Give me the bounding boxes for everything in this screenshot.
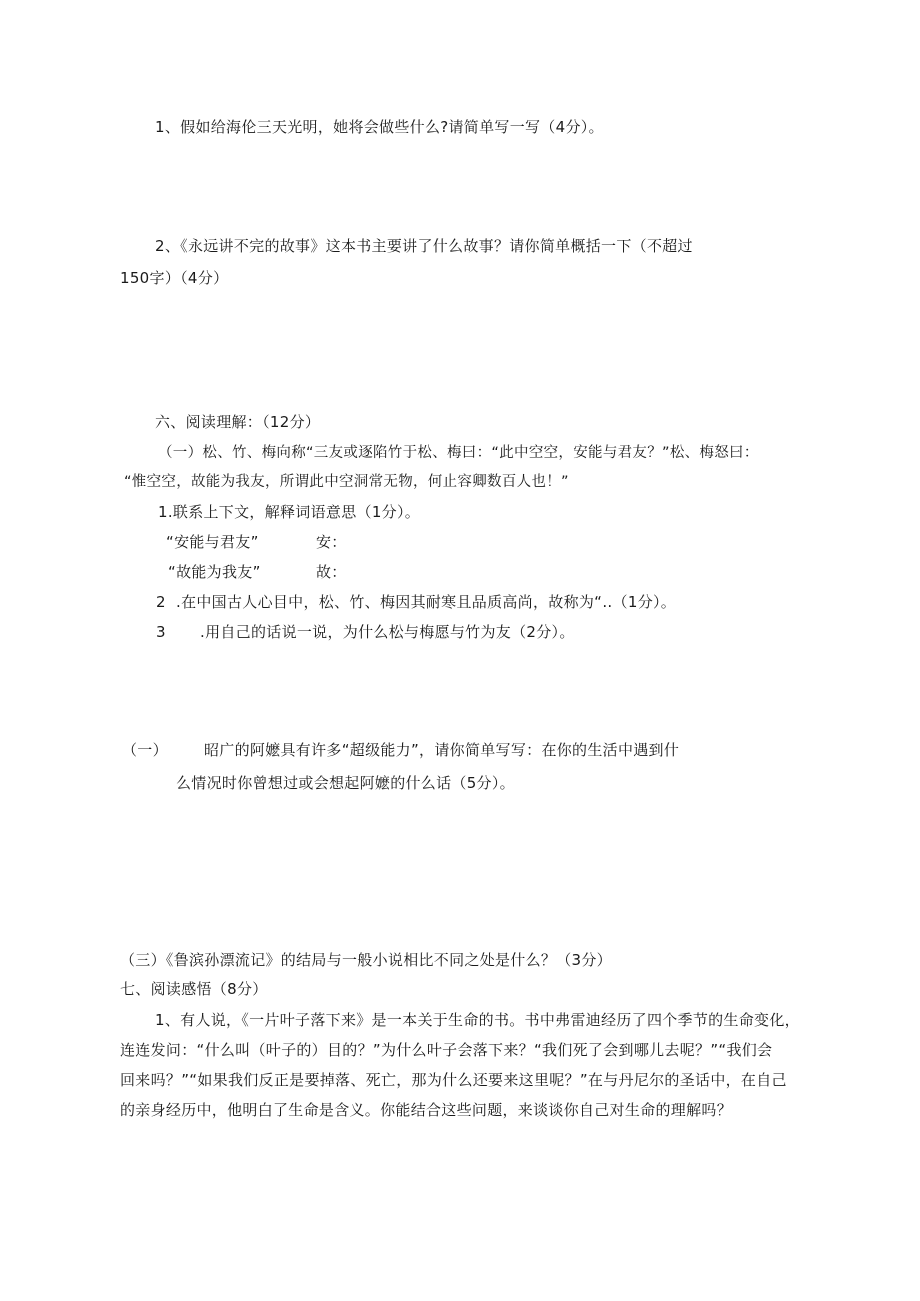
section-6-part-3: （三）《鲁滨孙漂流记》的结局与一般小说相比不同之处是什么？（3分） — [120, 951, 612, 969]
section-7-line-1: 1、有人说，《一片叶子落下来》是一本关于生命的书。书中弗雷迪经历了四个季节的生命变化， — [155, 1011, 800, 1029]
section-6-heading: 六、阅读理解：（12分） — [155, 413, 321, 431]
section-6-passage-line-2: “惟空空，故能为我友，所谓此中空洞常无物，何止容卿数百人也！” — [124, 474, 569, 490]
section-6-passage-line-1: （一）松、竹、梅向称“三友或逐陷竹于松、梅曰：“此中空空，安能与君友？”松、梅怒曰： — [158, 445, 759, 461]
section-6-question-1: 1.联系上下文，解释词语意思（1分）。 — [158, 503, 421, 521]
section-7-line-2: 连连发问：“什么叫（叶子的）目的？”为什么叶子会落下来？“我们死了会到哪儿去呢？”“我们会 — [120, 1041, 773, 1059]
question-1: 1、假如给海伦三天光明，她将会做些什么?请简单写一写（4分）。 — [155, 118, 604, 136]
section-6-part-2-label: （一） — [122, 741, 168, 759]
question-2-line-1: 2、《永远讲不完的故事》这本书主要讲了什么故事？请你简单概括一下（不超过 — [155, 237, 693, 255]
question-2-line-2: 150字）（4分） — [120, 269, 229, 287]
section-7-heading: 七、阅读感悟（8分） — [120, 980, 268, 998]
section-7-line-4: 的亲身经历中，他明白了生命是含义。你能结合这些问题，来谈谈你自己对生命的理解吗？ — [120, 1101, 733, 1119]
q1-item-1-word: 安： — [316, 533, 347, 551]
section-6-question-3-number: 3 — [156, 623, 166, 641]
q1-item-1-phrase: “安能与君友” — [166, 533, 259, 551]
section-6-part-2-line-1: 昭广的阿嬷具有许多“超级能力”，请你简单写写：在你的生活中遇到什 — [204, 741, 680, 759]
section-6-question-2-number: 2 — [156, 593, 166, 611]
section-6-part-2-line-2: 么情况时你曾想过或会想起阿嬷的什么话（5分）。 — [176, 774, 515, 792]
section-6-question-3-text: .用自己的话说一说，为什么松与梅愿与竹为友（2分）。 — [200, 623, 575, 641]
q1-item-2-phrase: “故能为我友” — [168, 563, 261, 581]
q1-item-2-word: 故： — [316, 563, 347, 581]
section-6-question-2-text: .在中国古人心目中，松、竹、梅因其耐寒且品质高尚，故称为“‥（1分）。 — [176, 593, 677, 611]
section-7-line-3: 回来吗？”“如果我们反正是要掉落、死亡，那为什么还要来这里呢？”在与丹尼尔的圣话中，在自己 — [120, 1071, 787, 1089]
